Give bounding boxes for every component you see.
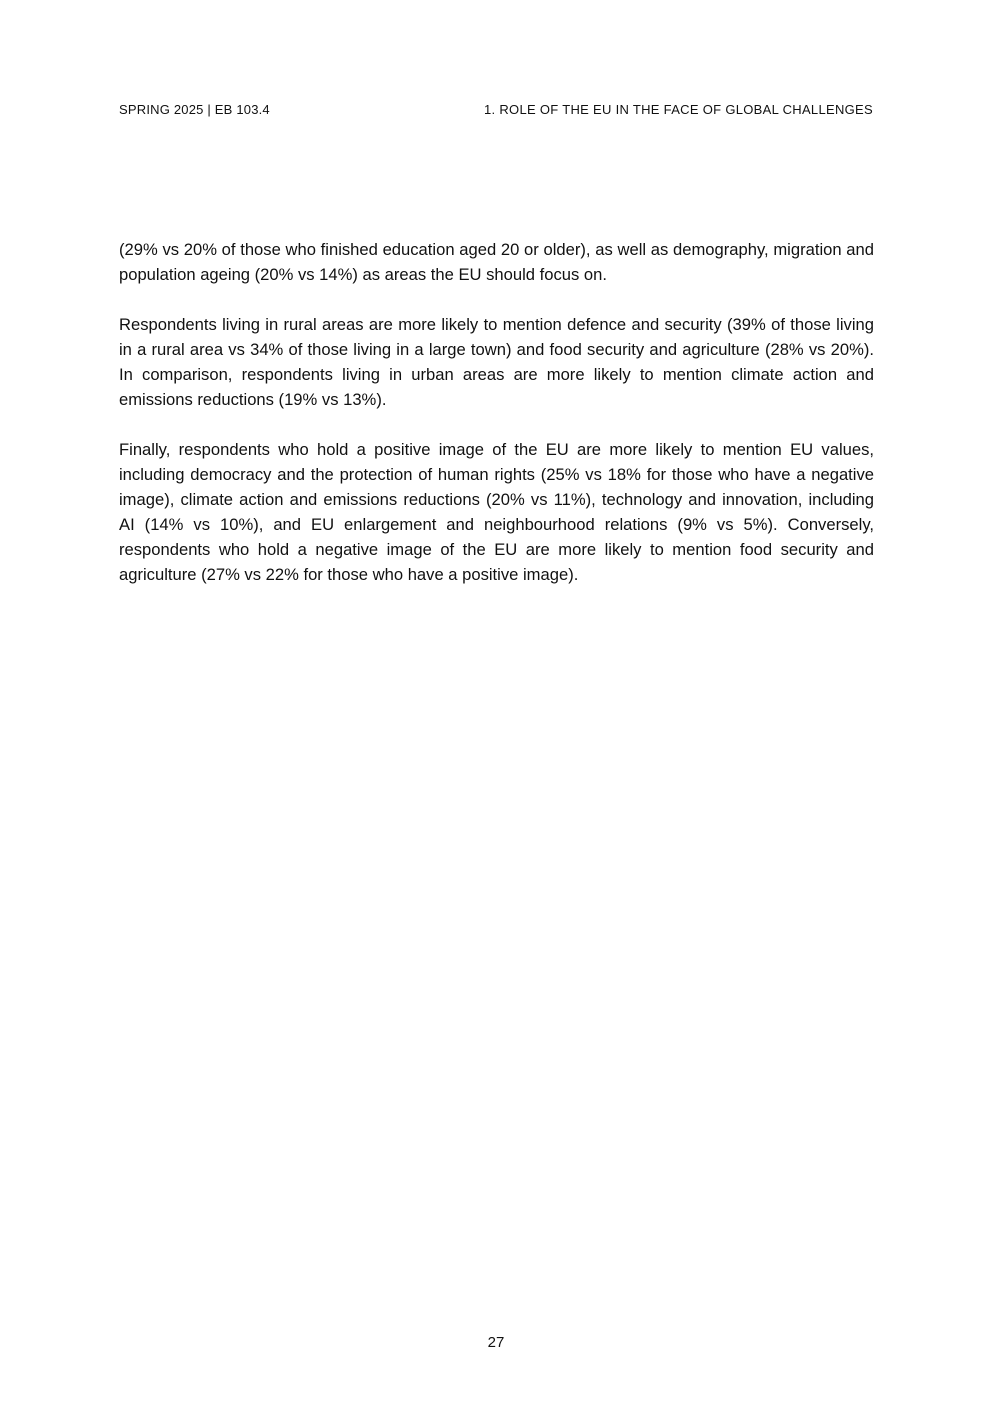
paragraph-education-demography: (29% vs 20% of those who finished education aged 20 or older), as well as demography, migration and population ageing (20% vs 14%) as areas the EU should focus on.	[119, 240, 874, 284]
paragraph-eu-image: Finally, respondents who hold a positive image of the EU are more likely to mention EU values, including democracy and the protection of human rights (25% vs 18% for those who have a negative image), climate action and emissions reductions (20% vs 11%), technology and innovation, including AI (14% vs 10%), and EU enlargement and neighbourhood relations (9% vs 5%). Conversely, respondents who hold a negative image of the EU are more likely to mention food security and agriculture (27% vs 22% for those who have a positive image).	[119, 440, 874, 584]
header-section-title: 1. ROLE OF THE EU IN THE FACE OF GLOBAL CHALLENGES	[484, 102, 873, 117]
header-report-id: SPRING 2025 | EB 103.4	[119, 102, 270, 117]
paragraph-rural-urban: Respondents living in rural areas are more likely to mention defence and security (39% of those living in a rural area vs 34% of those living in a large town) and food security and agriculture (28% vs 20%). In comparison, respondents living in urban areas are more likely to mention climate action and emissions reductions (19% vs 13%).	[119, 315, 874, 409]
page-number: 27	[487, 1334, 505, 1351]
body-text	[119, 237, 874, 612]
